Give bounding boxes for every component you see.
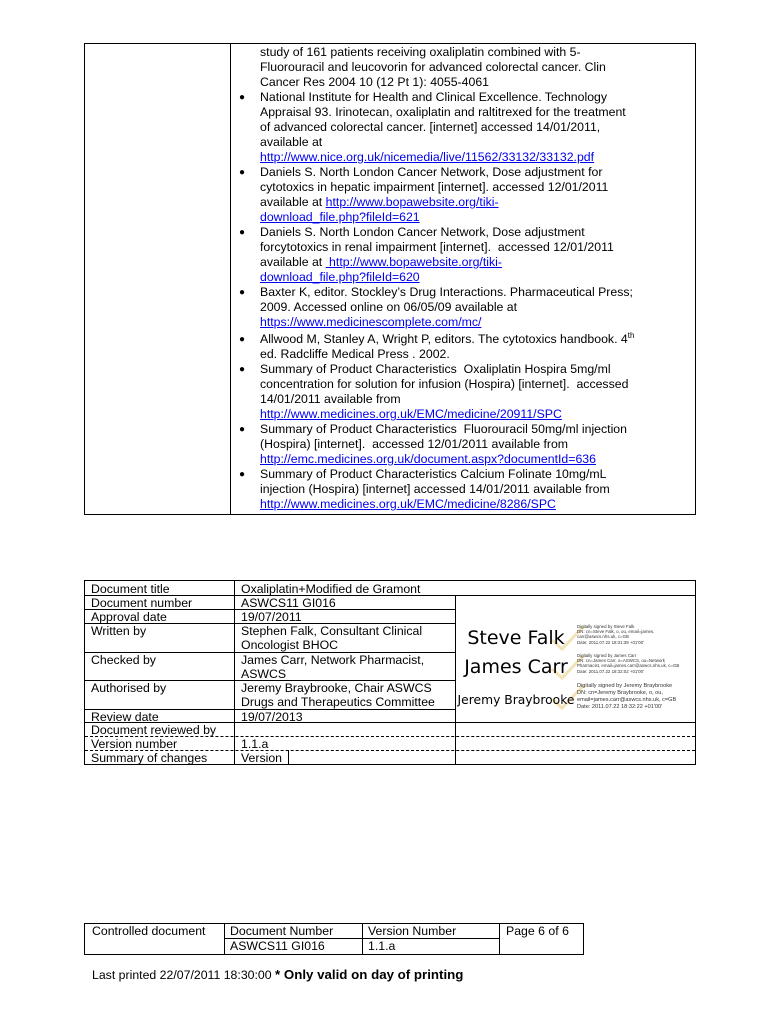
reference-continuation [260, 45, 692, 90]
signature-detail-line: Digitally signed by Jeremy Braybrooke [577, 683, 673, 689]
version-number-value: 1.1.a [368, 939, 396, 953]
signature-details [577, 683, 693, 711]
bullet-icon: ● [239, 167, 246, 178]
row-label: Approval date [91, 610, 167, 624]
reference-item [239, 165, 692, 225]
reference-text: National Institute for Health and Clinical Excellence. Technology [260, 90, 608, 104]
row-value: Stephen Falk, Consultant Clinical Oncologist BHOC [241, 624, 423, 652]
reference-text: injection (Hospira) [internet] accessed 14/01/2011 available from [260, 482, 610, 496]
digital-signature[interactable] [457, 653, 693, 681]
controlled-document-label: Controlled document [92, 924, 206, 938]
references-list [239, 45, 692, 512]
row-label: Written by [91, 624, 147, 638]
reference-link[interactable]: download_file.php?fileId=621 [260, 210, 420, 224]
row-label: Document reviewed by [91, 723, 217, 737]
bullet-icon: ● [239, 424, 246, 435]
row-value: Oxaliplatin+Modified de Gramont [241, 582, 421, 596]
reference-text: available at [260, 255, 326, 269]
bullet-icon: ● [239, 364, 246, 375]
bullet-icon: ● [239, 334, 246, 345]
document-number-label: Document Number [230, 924, 334, 938]
signature-detail-line: DN: cn=Steve Falk, o, ou, email=james. [577, 629, 655, 635]
reference-text: study of 161 patients receiving oxaliplatin combined with 5- [260, 45, 581, 59]
table-column-divider [224, 923, 225, 955]
print-note [92, 967, 463, 982]
table-column-divider [362, 923, 363, 955]
row-value: 19/07/2013 [241, 710, 303, 724]
signature-name: Steve Falk [467, 627, 565, 649]
reference-link[interactable]: https://www.medicinescomplete.com/mc/ [260, 315, 482, 329]
reference-link[interactable]: http://emc.medicines.org.uk/document.aspx?documentId=636 [260, 452, 596, 466]
table-column-divider [583, 923, 584, 955]
reference-item [239, 422, 692, 467]
row-label: Document number [91, 596, 193, 610]
reference-text: Allwood M, Stanley A, Wright P, editors. The cytotoxics handbook. 4 [260, 332, 628, 346]
reference-text: Summary of Product Characteristics Calcium Folinate 10mg/mL [260, 467, 607, 481]
row-value: ASWCS11 GI016 [241, 596, 336, 610]
signature-details [577, 624, 693, 645]
signature-detail-line: Date: 2011.07.22 18:31:39 +01'00' [577, 639, 644, 645]
reference-text: Daniels S. North London Cancer Network, Dose adjustment [260, 225, 585, 239]
bullet-icon: ● [239, 469, 246, 480]
reference-item [239, 90, 692, 165]
reference-text: 2009. Accessed online on 06/05/09 available at [260, 300, 518, 314]
signature-detail-line: DN: cn=Jeremy Braybrooke, o, ou, [577, 690, 663, 696]
reference-text: ed. Radcliffe Medical Press . 2002. [260, 347, 450, 361]
reference-text: Summary of Product Characteristics Oxaliplatin Hospira 5mg/ml [260, 362, 611, 376]
row-label: Authorised by [91, 681, 167, 695]
reference-link[interactable]: http://www.medicines.org.uk/EMC/medicine/8286/SPC [260, 497, 556, 511]
signature-name: James Carr [464, 656, 568, 678]
signature-detail-line: Date: 2011.07.22 18:32:22 +01'00' [577, 704, 663, 710]
reference-text: 14/01/2011 available from [260, 392, 401, 406]
reference-text: Fluorouracil and leucovorin for advanced colorectal cancer. Clin [260, 60, 606, 74]
reference-item [239, 285, 692, 330]
version-number-label: Version Number [368, 924, 457, 938]
reference-text: of advanced colorectal cancer. [internet] accessed 14/01/2011, [260, 120, 601, 134]
table-column-divider [230, 44, 231, 514]
signature-detail-line: DN: cn=James Carr, o=ASWCS, ou=Network [577, 658, 665, 664]
signature-detail-line: Pharmacist, email=james.carr@aswcs.nhs.uk, c=GB [577, 663, 680, 669]
reference-text: Appraisal 93. Irinotecan, oxaliplatin and raltitrexed for the treatment [260, 105, 626, 119]
row-label: Checked by [91, 653, 156, 667]
row-value: 19/07/2011 [241, 610, 302, 624]
row-value: 1.1.a [241, 737, 269, 751]
reference-item [239, 467, 692, 512]
reference-text: cytotoxics in hepatic impairment [internet]. accessed 12/01/2011 [260, 180, 609, 194]
table-column-divider [499, 923, 500, 955]
row-value: James Carr, Network Pharmacist, ASWCS [241, 653, 425, 681]
reference-item [239, 225, 692, 285]
digital-signature[interactable] [457, 624, 693, 652]
signature-detail-line: email=james.carr@aswcs.nhs.uk, c=GB [577, 697, 677, 703]
signature-detail-line: Digitally signed by James Carr [577, 653, 637, 658]
row-label: Review date [91, 710, 159, 724]
reference-link[interactable]: http://www.bopawebsite.org/tiki- [325, 255, 502, 269]
reference-item [239, 331, 692, 362]
signature-detail-line: carr@aswcs.nhs.uk, c=GB [577, 634, 629, 640]
bullet-icon: ● [239, 227, 246, 238]
reference-link[interactable]: http://www.bopawebsite.org/tiki- [325, 195, 499, 209]
reference-text: available at [260, 135, 323, 149]
last-printed-text: Last printed 22/07/2011 18:30:00 [92, 968, 276, 982]
bullet-icon: ● [239, 287, 246, 298]
reference-link[interactable]: http://www.medicines.org.uk/EMC/medicine/20911/SPC [260, 407, 562, 421]
signature-detail-line: Digitally signed by Steve Falk [577, 624, 635, 629]
digital-signature[interactable] [457, 683, 693, 711]
references-table [84, 43, 696, 515]
table-row-divider [84, 954, 584, 955]
row-value: Jeremy Braybrooke, Chair ASWCS Drugs and Therapeutics Committee [241, 681, 435, 709]
reference-link[interactable]: http://www.nice.org.uk/nicemedia/live/11562/33132/33132.pdf [260, 150, 595, 164]
reference-item [239, 362, 692, 422]
row-label: Document title [91, 582, 170, 596]
reference-text: Baxter K, editor. Stockley’s Drug Interactions. Pharmaceutical Press; [260, 285, 633, 299]
reference-text: (Hospira) [internet]. accessed 12/01/2011 available from [260, 437, 569, 451]
document-number-value: ASWCS11 GI016 [230, 939, 325, 953]
reference-text: Cancer Res 2004 10 (12 Pt 1): 4055-4061 [260, 75, 490, 89]
signature-name: Jeremy Braybrooke [457, 693, 575, 707]
row-label: Version number [91, 737, 178, 751]
reference-link[interactable]: download_file.php?fileId=620 [260, 270, 420, 284]
row-value: Version [241, 751, 283, 765]
row-label: Summary of changes [91, 751, 208, 765]
footer-table [84, 923, 584, 955]
reference-text: available at [260, 195, 326, 209]
reference-text: concentration for solution for infusion (Hospira) [internet]. accessed [260, 377, 629, 391]
reference-text: forcytotoxics in renal impairment [internet]. accessed 12/01/2011 [260, 240, 614, 254]
table-column-divider [84, 923, 85, 955]
page-number: Page 6 of 6 [506, 924, 569, 938]
document-control-table [84, 580, 696, 765]
signature-details [577, 653, 693, 674]
reference-text: Summary of Product Characteristics Fluorouracil 50mg/ml injection [260, 422, 627, 436]
reference-text: Daniels S. North London Cancer Network, Dose adjustment for [260, 165, 603, 179]
superscript: th [627, 331, 635, 340]
signature-detail-line: Date: 2011.07.22 18:32:02 +01'00' [577, 668, 644, 674]
validity-warning: * Only valid on day of printing [275, 967, 464, 982]
bullet-icon: ● [239, 92, 246, 103]
